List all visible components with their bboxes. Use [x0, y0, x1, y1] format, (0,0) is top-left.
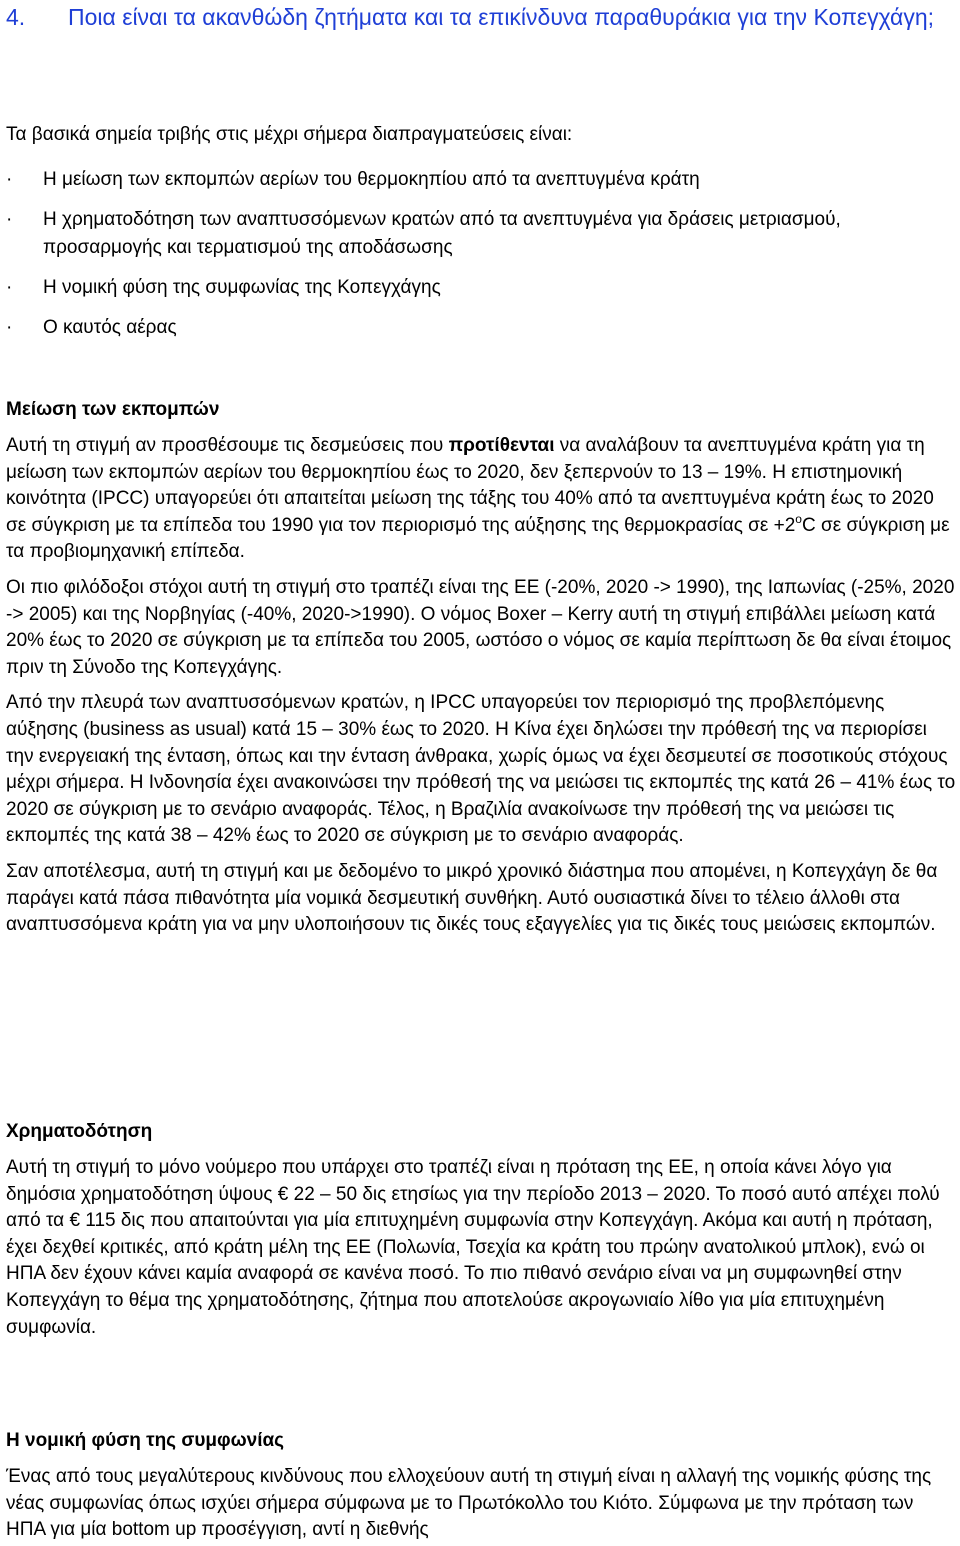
financing-heading: Χρηματοδότηση — [6, 1121, 153, 1142]
bullet-marker: · — [6, 209, 13, 230]
emissions-paragraph-2: Οι πιο φιλόδοξοι στόχοι αυτή τη στιγμή στο τραπέζι είναι της ΕΕ (-20%, 2020 -> 1990), της Ιαπωνίας (-25%, 2020 -> 2005) και της Νορβηγίας (-40%, 2020->1990). Ο νόμος Boxer – Kerry αυτή τη στιγμή επιβάλλει μείωση κατά 20% έως το 2020 σε σύγκριση με τα επίπεδα του 2005, ωστόσο ο νόμος σε καμία περίπτωση δε θα είναι έτοιμος πριν τη Σύνοδο της Κοπεγχάγης. — [6, 576, 955, 678]
emissions-heading: Μείωση των εκπομπών — [6, 399, 220, 420]
legal-section — [6, 1428, 956, 1544]
financing-section — [6, 1119, 956, 1341]
bold-term: προτίθενται — [448, 435, 555, 456]
degree-superscript: ο — [795, 511, 802, 526]
intro-text: Τα βασικά σημεία τριβής στις μέχρι σήμερα διαπραγματεύσεις είναι: — [6, 124, 573, 145]
list-item — [6, 166, 956, 194]
list-item-text: Η νομική φύση της συμφωνίας της Κοπεγχάγης — [43, 277, 441, 298]
list-item — [6, 206, 956, 262]
emissions-paragraph-4: Σαν αποτέλεσμα, αυτή τη στιγμή και με δεδομένο το μικρό χρονικό διάστημα που απομένει, η Κοπεγχάγη δε θα παράγει κατά πάσα πιθανότητα μία νομικά δεσμευτική συνθήκη. Αυτό ουσιαστικά δίνει το τέλειο άλλοθι στα αναπτυσσόμενα κράτη για να μην υλοποιήσουν τις δικές τους εξαγγελίες για τις δικές τους μειώσεις εκπομπών. — [6, 860, 938, 936]
list-item-text: Ο καυτός αέρας — [43, 317, 177, 338]
list-item — [6, 314, 956, 342]
friction-points-list — [6, 166, 956, 354]
legal-heading: Η νομική φύση της συμφωνίας — [6, 1430, 285, 1451]
emissions-paragraph-1: Αυτή τη στιγμή αν προσθέσουμε τις δεσμεύσεις που προτίθενται να αναλάβουν τα ανεπτυγμένα κράτη για τη μείωση των εκπομπών αερίων του θερμοκηπίου έως το 2020, δεν ξεπερνούν το 13 – 19%. Η επιστημονική κοινότητα (IPCC) υπαγορεύει ότι απαιτείται μείωση της τάξης του 40% από τα ανεπτυγμένα κράτη έως το 2020 σε σύγκριση με τα επίπεδα του 1990 για τον περιορισμό της αύξησης της θερμοκρασίας $\sigma\varepsilon +2^oC$ σε σύγκριση με τα προβιομηχανική επίπεδα. — [6, 435, 950, 563]
list-item — [6, 274, 956, 302]
bullet-marker: · — [6, 277, 13, 298]
bullet-marker: · — [6, 169, 13, 190]
section-heading — [6, 2, 956, 33]
emissions-section — [6, 397, 956, 939]
section-title: Ποια είναι τα ακανθώδη ζητήματα και τα επικίνδυνα παραθυράκια για την Κοπεγχάγη; — [68, 4, 935, 30]
financing-paragraph: Αυτή τη στιγμή το μόνο νούμερο που υπάρχει στο τραπέζι είναι η πρόταση της ΕΕ, η οποία κάνει λόγο για δημόσια χρηματοδότηση ύψους € 22 – 50 δις ετησίως για την περίοδο 2013 – 2020. Το ποσό αυτό απέχει πολύ από τα € 115 δις που απαιτούνται για μία επιτυχημένη συμφωνία στην Κοπεγχάγη. Ακόμα και αυτή η πρόταση, έχει δεχθεί κριτικές, από κράτη μέλη της ΕΕ (Πολωνία, Τσεχία κα κράτη του πρώην ανατολικού μπλοκ), ενώ οι ΗΠΑ δεν έχουν κάνει καμία αναφορά σε κανένα ποσό. Το πιο πιθανό σενάριο είναι να μη συμφωνηθεί στην Κοπεγχάγη το θέμα της χρηματοδότησης, ζήτημα που αποτελούσε ακρογωνιαίο λίθο για μία επιτυχημένη συμφωνία. — [6, 1157, 940, 1338]
emissions-paragraph-3: Από την πλευρά των αναπτυσσόμενων κρατών, η IPCC υπαγορεύει τον περιορισμό της προβλεπόμενης αύξησης (business as usual) κατά 15 – 30% έως το 2020. Η Κίνα έχει δηλώσει την πρόθεσή της να περιορίσει την ενεργειακή της ένταση, όπως και την ένταση άνθρακα, χωρίς όμως να έχει δεσμευτεί σε ποσοτικούς στόχους μέχρι σήμερα. Η Ινδονησία έχει ανακοινώσει την πρόθεσή της να μειώσει τις εκπομπές της κατά 26 – 41% έως το 2020 σε σύγκριση με το σενάριο αναφοράς. Τέλος, η Βραζιλία ανακοίνωσε την πρόθεσή της να μειώσει τις εκπομπές της κατά 38 – 42% έως το 2020 σε σύγκριση με το σενάριο αναφοράς. — [6, 692, 956, 847]
list-item-text: Η χρηματοδότηση των αναπτυσσόμενων κρατών από τα ανεπτυγμένα για δράσεις μετριασμού, προσαρμογής και τερματισμού της αποδάσωσης — [43, 209, 841, 258]
legal-paragraph: Ένας από τους μεγαλύτερους κινδύνους που ελλοχεύουν αυτή τη στιγμή είναι η αλλαγή της νομικής φύσης της νέας συμφωνίας όπως ισχύει σήμερα σύμφωνα με το Πρωτόκολλο του Κιότο. Σύμφωνα με την πρόταση των ΗΠΑ για μία bottom up προσέγγιση, αντί η διεθνής — [6, 1466, 932, 1541]
bullet-marker: · — [6, 317, 13, 338]
list-item-text: Η μείωση των εκπομπών αερίων του θερμοκηπίου από τα ανεπτυγμένα κράτη — [43, 169, 700, 190]
section-number: 4. — [6, 4, 26, 30]
